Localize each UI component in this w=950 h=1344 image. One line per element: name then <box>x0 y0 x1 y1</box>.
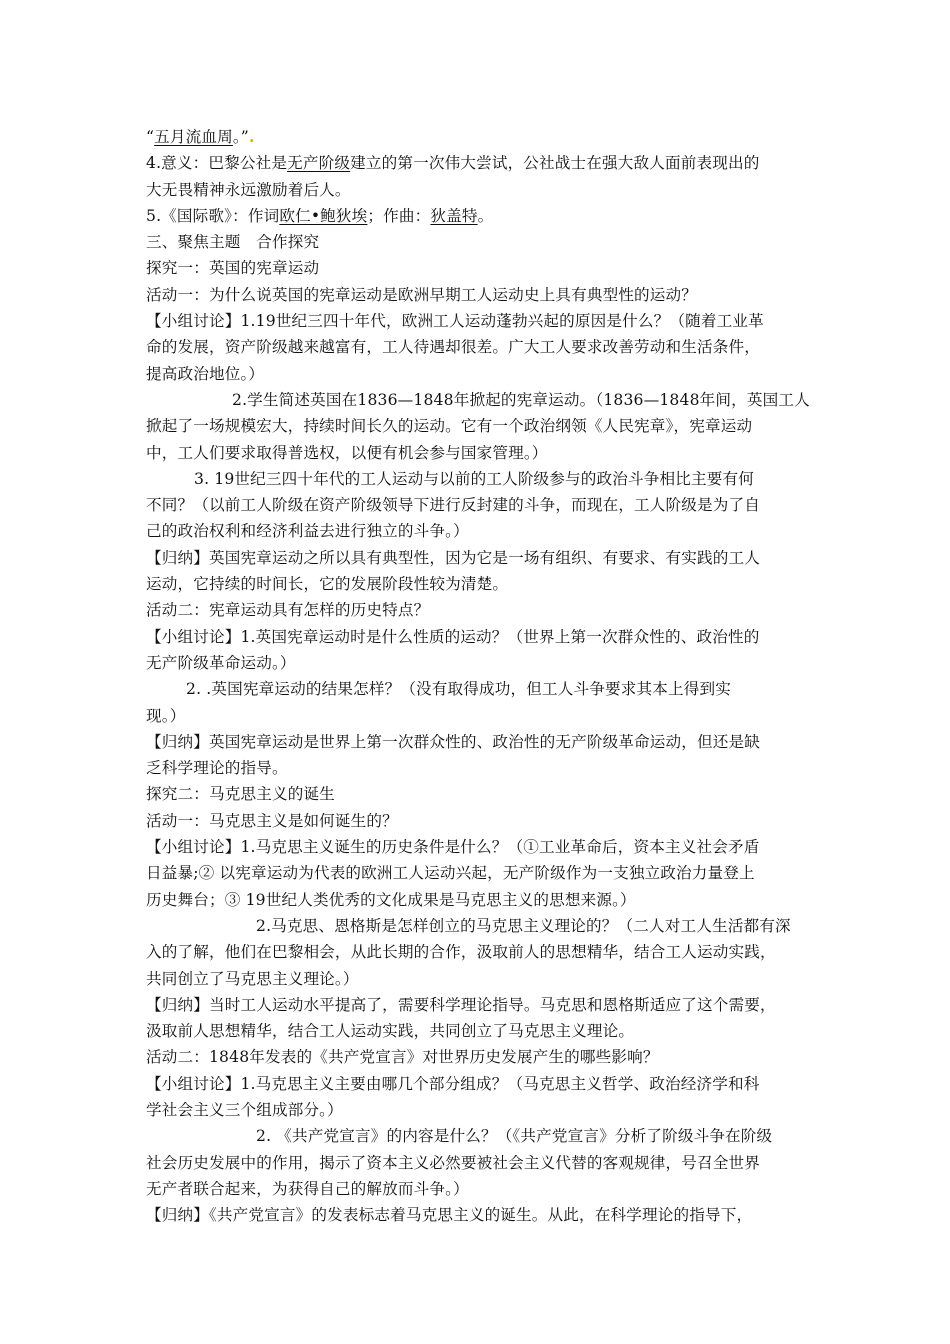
text-line: 【归纳】《共产党宣言》的发表标志着马克思主义的诞生。从此，在科学理论的指导下， <box>146 1206 753 1225</box>
underlined-term: 狄盖特 <box>430 206 478 225</box>
text-line: 2. .英国宪章运动的结果怎样？（没有取得成功，但工人斗争要求其本上得到实 <box>186 680 731 699</box>
text-line: 4.意义：巴黎公社是无产阶级建立的第一次伟大尝试，公社战士在强大敌人面前表现出的 <box>146 154 760 173</box>
text-line: 中，工人们要求取得普选权，以便有机会参与国家管理。） <box>146 443 548 462</box>
text-line: 【小组讨论】1.19世纪三四十年代，欧洲工人运动蓬勃兴起的原因是什么？（随着工业革 <box>146 312 764 331</box>
text-line: 历史舞台；③ 19世纪人类优秀的文化成果是马克思主义的思想来源。） <box>146 890 636 909</box>
activity-heading: 活动二：1848年发表的《共产党宣言》对世界历史发展产生的哪些影响？ <box>146 1048 659 1067</box>
text-line: 5.《国际歌》：作词欧仁•鲍狄埃；作曲：狄盖特。 <box>146 206 494 225</box>
text-line: 3. 19世纪三四十年代的工人运动与以前的工人阶级参与的政治斗争相比主要有何 <box>194 469 754 488</box>
subsection-heading: 探究二：马克思主义的诞生 <box>146 785 335 804</box>
underlined-term: 欧仁•鲍狄埃 <box>279 206 368 225</box>
text-line: 【小组讨论】1.马克思主义诞生的历史条件是什么？（①工业革命后，资本主义社会矛盾 <box>146 838 760 857</box>
text-line: 2. 《共产党宣言》的内容是什么？（《共产党宣言》分析了阶级斗争在阶级 <box>256 1127 773 1146</box>
activity-heading: 活动二：宪章运动具有怎样的历史特点？ <box>146 601 430 620</box>
text-line: 汲取前人思想精华，结合工人运动实践，共同创立了马克思主义理论。 <box>146 1022 635 1041</box>
text-line: 【归纳】英国宪章运动之所以具有典型性，因为它是一场有组织、有要求、有实践的工人 <box>146 548 761 567</box>
text-line: 【小组讨论】1.英国宪章运动时是什么性质的运动？（世界上第一次群众性的、政治性的 <box>146 627 760 646</box>
underlined-term: 无产阶级 <box>287 154 351 173</box>
text-line: 无产阶级革命运动。） <box>146 653 296 672</box>
text-line: 学社会主义三个组成部分。） <box>146 1100 343 1119</box>
document-body <box>146 124 810 1228</box>
text-line: 掀起了一场规模宏大，持续时间长久的运动。它有一个政治纲领《人民宪章》，宪章运动 <box>146 417 753 436</box>
text-line: 【归纳】当时工人运动水平提高了，需要科学理论指导。马克思和恩格斯适应了这个需要， <box>146 995 776 1014</box>
text-line: 入的了解，他们在巴黎相会，从此长期的合作，汲取前人的思想精华，结合工人运动实践， <box>146 943 776 962</box>
highlight-mark: . <box>248 127 255 146</box>
text-line: 现。） <box>146 706 186 725</box>
text-line: 提高政治地位。） <box>146 364 265 383</box>
activity-heading: 活动一：为什么说英国的宪章运动是欧洲早期工人运动史上具有典型性的运动？ <box>146 285 698 304</box>
text-line: 日益暴;② 以宪章运动为代表的欧洲工人运动兴起，无产阶级作为一支独立政治力量登上 <box>146 864 755 883</box>
text-line: 不同？（以前工人阶级在资产阶级领导下进行反封建的斗争，而现在，工人阶级是为了自 <box>146 496 761 515</box>
text-line: 无产者联合起来，为获得自己的解放而斗争。） <box>146 1179 469 1198</box>
text-line: 己的政治权利和经济利益去进行独立的斗争。） <box>146 522 469 541</box>
text-line: “五月流血周。”. <box>146 127 255 146</box>
subsection-heading: 探究一：英国的宪章运动 <box>146 259 320 278</box>
text-line: 大无畏精神永远激励着后人。 <box>146 180 351 199</box>
section-heading: 三、聚焦主题 合作探究 <box>146 233 320 252</box>
text-line: 社会历史发展中的作用，揭示了资本主义必然要被社会主义代替的客观规律，号召全世界 <box>146 1153 761 1172</box>
underlined-term: 五月流血周 <box>154 128 233 146</box>
text-line: 【小组讨论】1.马克思主义主要由哪几个部分组成？（马克思主义哲学、政治经济学和科 <box>146 1074 760 1093</box>
activity-heading: 活动一：马克思主义是如何诞生的？ <box>146 811 398 830</box>
text-line: 2.学生简述英国在1836—1848年掀起的宪章运动。（1836—1848年间，英国工人 <box>232 390 810 409</box>
text-line: 2.马克思、恩格斯是怎样创立的马克思主义理论的？（二人对工人生活都有深 <box>256 916 791 935</box>
text-line: 运动，它持续的时间长，它的发展阶段性较为清楚。 <box>146 575 509 594</box>
text-line: 【归纳】英国宪章运动是世界上第一次群众性的、政治性的无产阶级革命运动，但还是缺 <box>146 732 761 751</box>
text-line: 共同创立了马克思主义理论。） <box>146 969 359 988</box>
text-line: 命的发展，资产阶级越来越富有，工人待遇却很差。广大工人要求改善劳动和生活条件， <box>146 338 761 357</box>
text-line: 乏科学理论的指导。 <box>146 759 288 778</box>
